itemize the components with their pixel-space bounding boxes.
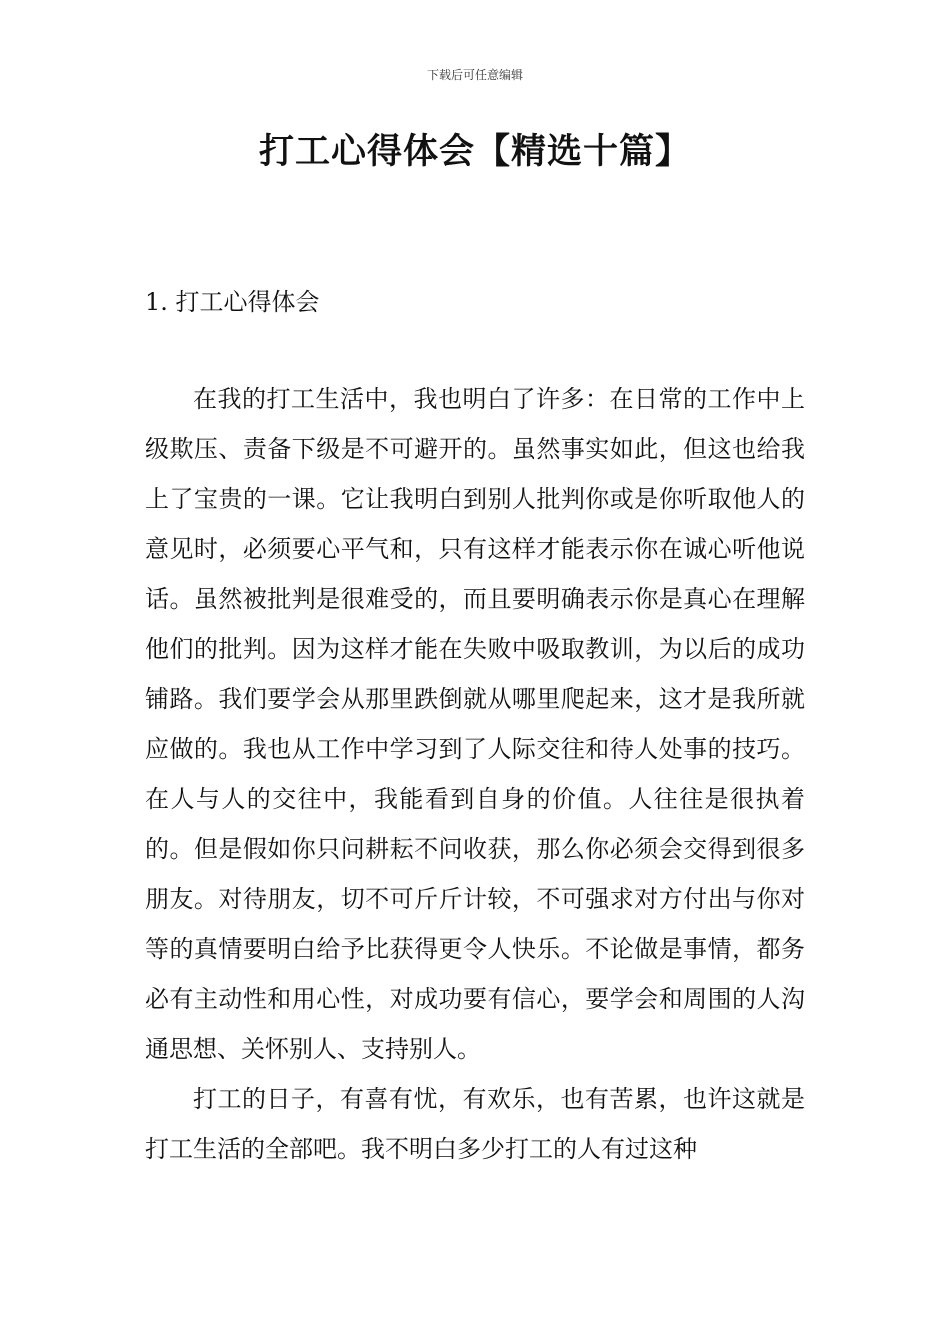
header-note: 下载后可任意编辑 — [426, 68, 523, 82]
section-heading: 1. 打工心得体会 — [145, 288, 320, 316]
section-body — [145, 374, 805, 1174]
paragraph-1: 在我的打工生活中，我也明白了许多：在日常的工作中上级欺压、责备下级是不可避开的。虽然事实如此，但这也给我上了宝贵的一课。它让我明白到别人批判你或是你听取他人的意见时，必须要心平气和，只有这样才能表示你在诚心听他说话。虽然被批判是很难受的，而且要明确表示你是真心在理解他们的批判。因为这样才能在失败中吸取教训，为以后的成功铺路。我们要学会从那里跌倒就从哪里爬起来，这才是我所就应做的。我也从工作中学习到了人际交往和待人处事的技巧。在人与人的交往中，我能看到自身的价值。人往往是很执着的。但是假如你只问耕耘不问收获，那么你必须会交得到很多朋友。对待朋友，切不可斤斤计较，不可强求对方付出与你对等的真情要明白给予比获得更令人快乐。不论做是事情，都务必有主动性和用心性，对成功要有信心，要学会和周围的人沟通思想、关怀别人、支持别人。 — [145, 385, 805, 1063]
document-title: 打工心得体会【精选十篇】 — [258, 132, 691, 172]
paragraph-2: 打工的日子，有喜有忧，有欢乐，也有苦累，也许这就是打工生活的全部吧。我不明白多少打工的人有过这种 — [145, 1085, 805, 1163]
